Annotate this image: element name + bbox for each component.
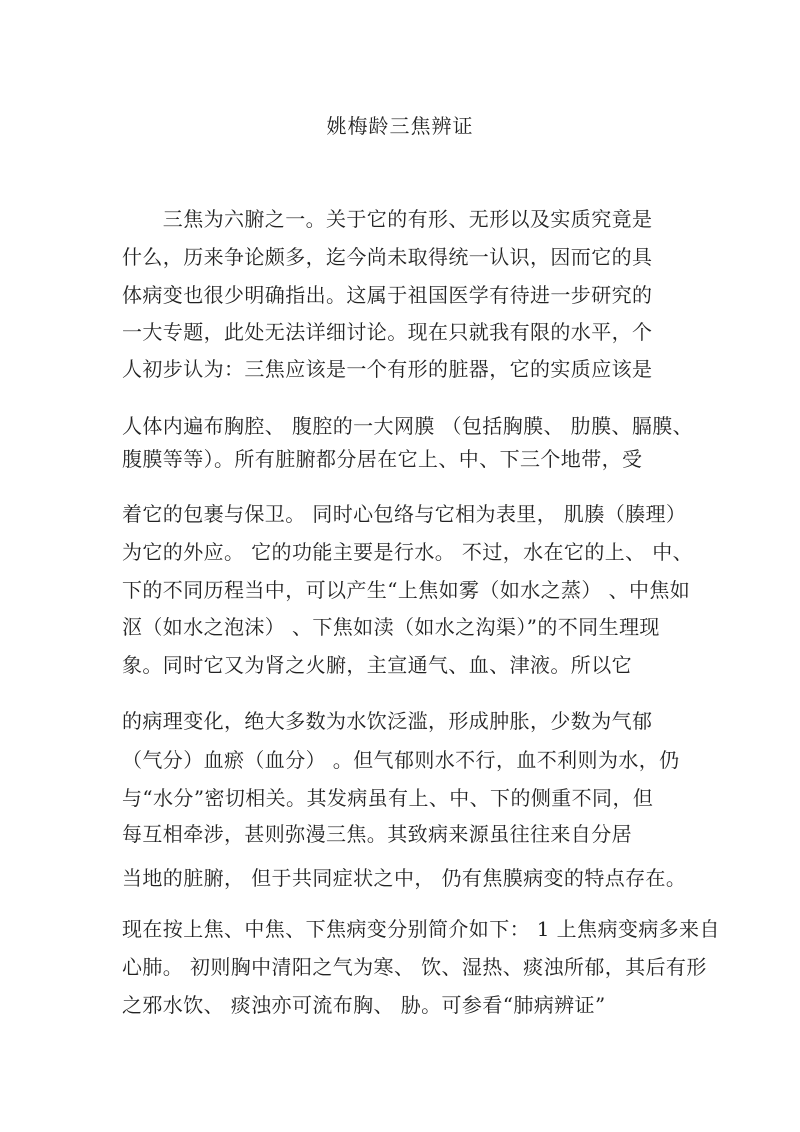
paragraph-line-2: 什么，历来争论颇多，迄今尚未取得统一认识，因而它的具 bbox=[122, 245, 653, 269]
paragraph-line-12: 象。同时它又为肾之火腑，主宣通气、血、津液。所以它 bbox=[122, 653, 632, 677]
paragraph-line-14: （气分）血瘀（血分） 。但气郁则水不行，血不利则为水，仍 bbox=[122, 748, 680, 772]
paragraph-line-20: 之邪水饮、 痰浊亦可流布胸、 胁。可参看“肺病辨证” bbox=[122, 993, 606, 1017]
paragraph-line-13: 的病理变化，绝大多数为水饮泛滥，形成肿胀，少数为气郁 bbox=[122, 709, 653, 733]
paragraph-line-17: 当地的脏腑， 但于共同症状之中， 仍有焦膜病变的特点存在。 bbox=[122, 866, 687, 890]
paragraph-line-8: 着它的包裹与保卫。 同时心包络与它相为表里， 肌腠（腠理） bbox=[122, 502, 687, 526]
paragraph-line-6: 人体内遍布胸腔、 腹腔的一大网膜 （包括胸膜、 肋膜、膈膜、 bbox=[122, 414, 694, 438]
paragraph-line-16: 每互相牵涉，甚则弥漫三焦。其致病来源虽往往来自分居 bbox=[122, 822, 632, 846]
paragraph-line-5: 人初步认为：三焦应该是一个有形的脏器，它的实质应该是 bbox=[122, 357, 653, 381]
paragraph-line-11: 沤（如水之泡沫） 、下焦如渎（如水之沟渠）”的不同生理现 bbox=[122, 615, 660, 639]
paragraph-line-7: 腹膜等等）。所有脏腑都分居在它上、中、下三个地带，受 bbox=[122, 447, 643, 471]
page-title: 姚梅龄三焦辨证 bbox=[326, 114, 474, 138]
paragraph-line-3: 体病变也很少明确指出。这属于祖国医学有待进一步研究的 bbox=[122, 283, 653, 307]
paragraph-line-15: 与“水分”密切相关。其发病虽有上、中、下的侧重不同，但 bbox=[122, 786, 654, 810]
paragraph-line-1: 三焦为六腑之一。关于它的有形、无形以及实质究竟是 bbox=[122, 207, 653, 231]
paragraph-line-9: 为它的外应。 它的功能主要是行水。 不过，水在它的上、 中、 bbox=[122, 540, 694, 564]
paragraph-line-18: 现在按上焦、中焦、下焦病变分别简介如下： 1 上焦病变病多来自 bbox=[122, 917, 720, 941]
paragraph-line-10: 下的不同历程当中，可以产生“上焦如雾（如水之蒸） 、中焦如 bbox=[122, 578, 691, 602]
paragraph-line-4: 一大专题，此处无法详细讨论。现在只就我有限的水平，个 bbox=[122, 320, 653, 344]
paragraph-line-19: 心肺。 初则胸中清阳之气为寒、 饮、湿热、痰浊所郁，其后有形 bbox=[122, 955, 707, 979]
